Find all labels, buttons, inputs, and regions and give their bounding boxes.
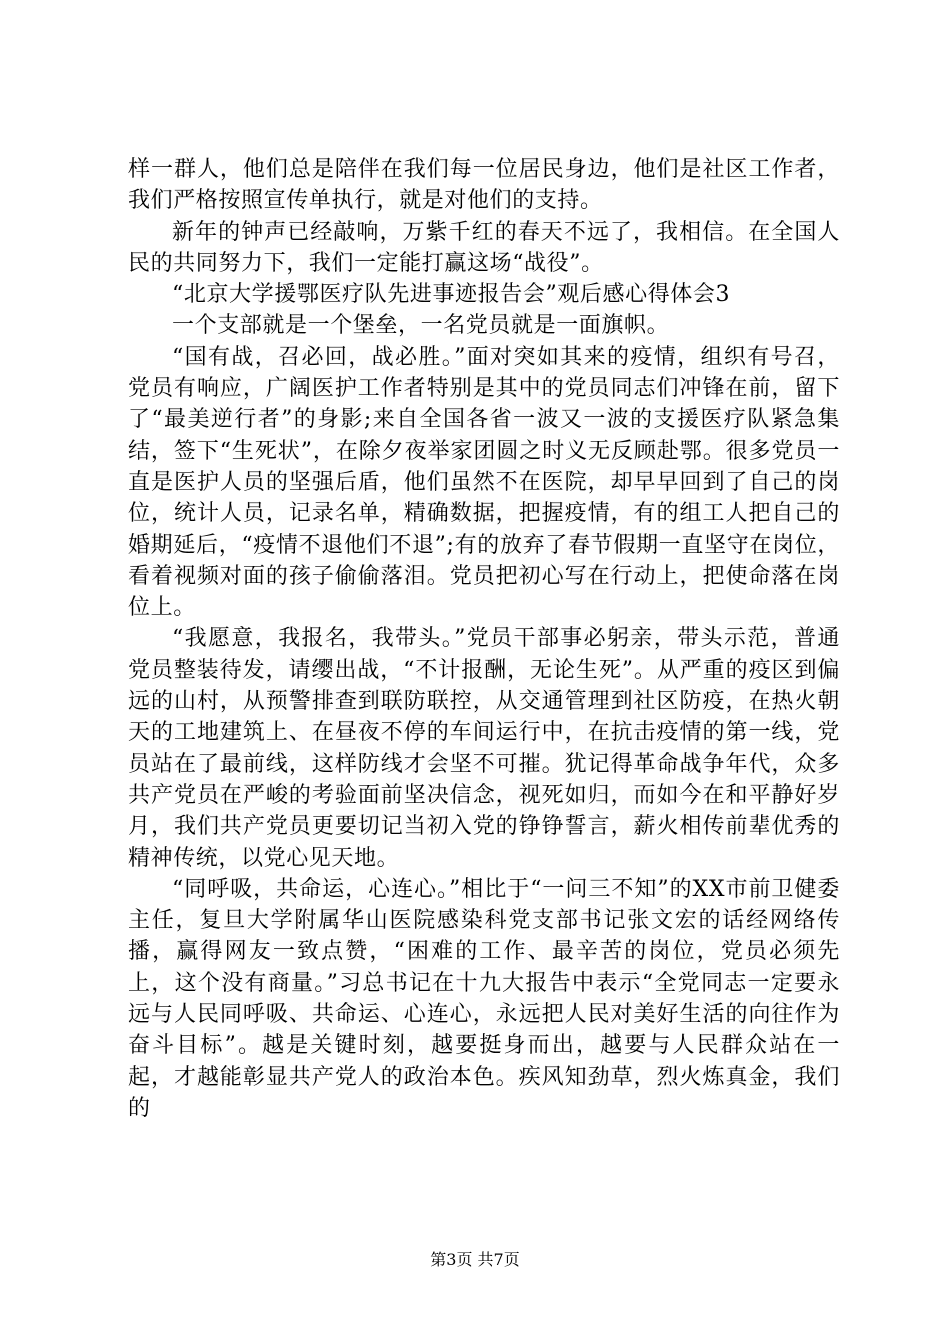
section-heading: “北京大学援鄂医疗队先进事迹报告会”观后感心得体会3 <box>172 282 731 308</box>
paragraph: 新年的钟声已经敲响，万紫千红的春天不远了，我相信。在全国人民的共同努力下，我们一定能打赢这场“战役”。 <box>128 219 840 276</box>
paragraph: “国有战，召必回，战必胜。”面对突如其来的疫情，组织有号召，党员有响应，广阔医护工作者特别是其中的党员同志们冲锋在前，留下了“最美逆行者”的身影;来自全国各省一波又一波的支援医疗队紧急集结，签下“生死状”，在除夕夜举家团圆之时义无反顾赴鄂。很多党员一直是医护人员的坚强后盾，他们虽然不在医院，却早早回到了自己的岗位，统计人员，记录名单，精确数据，把握疫情，有的组工人把自己的婚期延后，“疫情不退他们不退”;有的放弃了春节假期一直坚守在岗位，看着视频对面的孩子偷偷落泪。党员把初心写在行动上，把使命落在岗位上。 <box>128 344 840 621</box>
paragraph: 一个支部就是一个堡垒，一名党员就是一面旗帜。 <box>172 313 670 339</box>
paragraph-continued: 样一群人，他们总是陪伴在我们每一位居民身边，他们是社区工作者，我们严格按照宣传单执行，就是对他们的支持。 <box>128 157 840 214</box>
paragraph: “我愿意，我报名，我带头。”党员干部事必躬亲，带头示范，普通党员整装待发，请缨出战，“不计报酬，无论生死”。从严重的疫区到偏远的山村，从预警排查到联防联控，从交通管理到社区防疫，在热火朝天的工地建筑上、在昼夜不停的车间运行中，在抗击疫情的第一线，党员站在了最前线，这样防线才会坚不可摧。犹记得革命战争年代，众多共产党员在严峻的考验面前坚决信念，视死如归，而如今在和平静好岁月，我们共产党员更要切记当初入党的铮铮誓言，薪火相传前辈优秀的精神传统，以党心见天地。 <box>128 626 840 871</box>
page-footer: 第3页 共7页 <box>430 1250 520 1269</box>
document-body <box>128 154 840 1124</box>
paragraph: “同呼吸，共命运，心连心。”相比于“一问三不知”的XX市前卫健委主任，复旦大学附属华山医院感染科党支部书记张文宏的话经网络传播，赢得网友一致点赞，“困难的工作、最辛苦的岗位，党员必须先上，这个没有商量。”习总书记在十九大报告中表示“全党同志一定要永远与人民同呼吸、共命运、心连心，永远把人民对美好生活的向往作为奋斗目标”。越是关键时刻，越要挺身而出，越要与人民群众站在一起，才越能彰显共产党人的政治本色。疾风知劲草，烈火炼真金，我们的 <box>128 876 840 1121</box>
